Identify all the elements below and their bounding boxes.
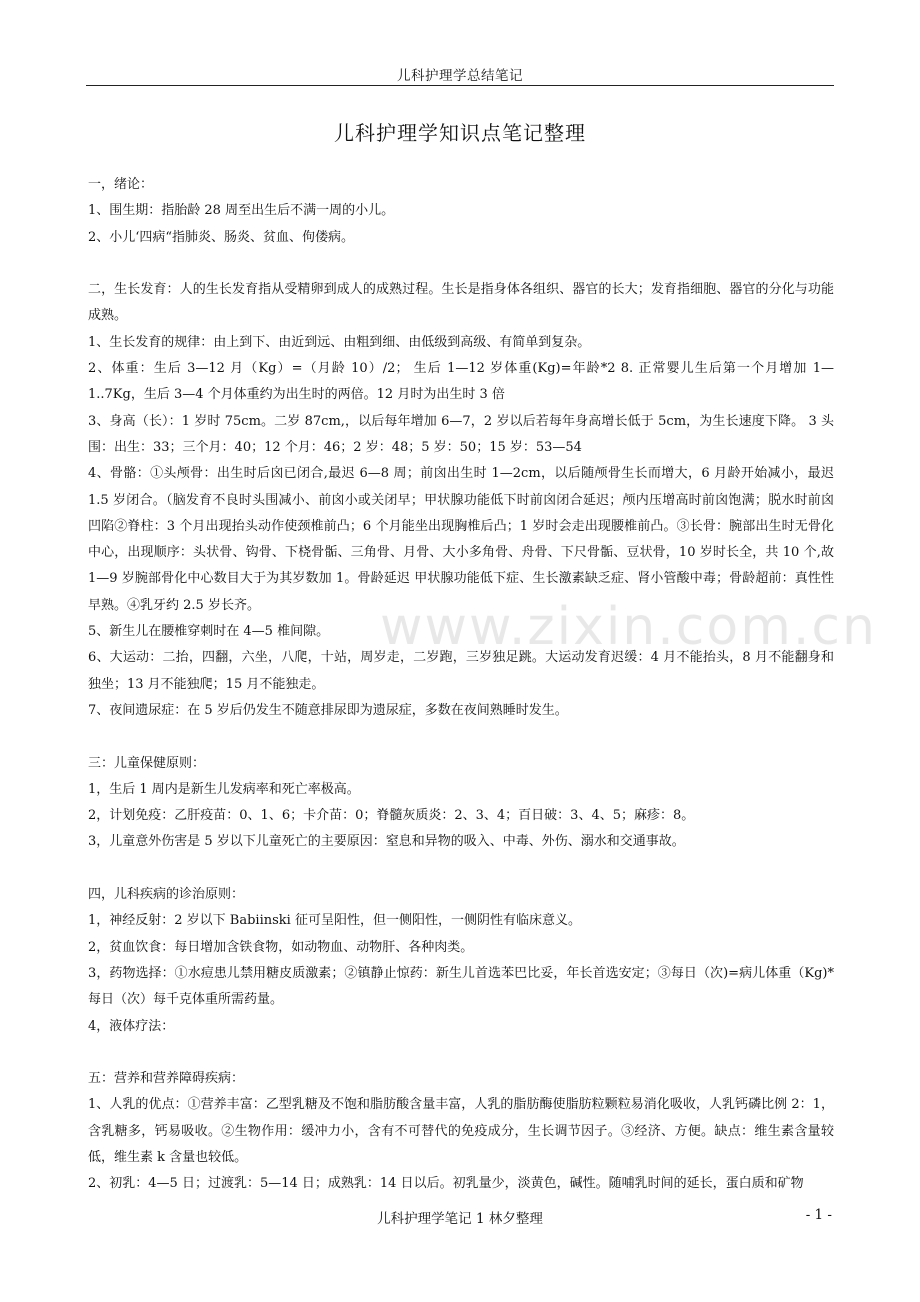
section-heading: 五：营养和营养障碍疾病： <box>88 1071 245 1087</box>
paragraph: 2，贫血饮食：每日增加含铁食物，如动物血、动物肝、各种肉类。 <box>88 939 474 955</box>
page-footer: 儿科护理学笔记 1 林夕整理 <box>377 1211 543 1227</box>
page-number: - 1 - <box>805 1207 832 1223</box>
header-rule <box>86 85 834 86</box>
paragraph: 7、夜间遗尿症：在 5 岁后仍发生不随意排尿即为遗尿症，多数在夜间熟睡时发生。 <box>88 702 568 718</box>
paragraph: 3，儿童意外伤害是 5 岁以下儿童死亡的主要原因：窒息和异物的吸入、中毒、外伤、溺水和交通事故。 <box>88 834 685 850</box>
paragraph: 6、大运动：二抬，四翻，六坐，八爬，十站，周岁走，二岁跑，三岁独足跳。大运动发育迟缓：4 月不能抬头，8 月不能翻身和独坐；13 月不能独爬；15 月不能独走。 <box>88 650 834 692</box>
section-spacer <box>88 251 834 277</box>
section-spacer <box>88 724 834 750</box>
paragraph: 1、人乳的优点：①营养丰富：乙型乳糖及不饱和脂肪酸含量丰富，人乳的脂肪酶使脂肪粒颗粒易消化吸收，人乳钙磷比例 2：1，含乳糖多，钙易吸收。②生物作用：缓冲力小，含有不可替代的免疫成分，生长调节因子。③经济、方便。缺点：维生素含量较低，维生素 k 含量也较低。 <box>88 1097 834 1165</box>
paragraph: 1、生长发育的规律：由上到下、由近到远、由粗到细、由低级到高级、有简单到复杂。 <box>88 334 591 350</box>
paragraph: 2，计划免疫：乙肝疫苗：0、1、6；卡介苗：0；脊髓灰质炎：2、3、4；百日破：3、4、5；麻疹：8。 <box>88 808 695 824</box>
paragraph: 1，生后 1 周内是新生儿发病率和死亡率极高。 <box>88 781 360 797</box>
paragraph: 5、新生儿在腰椎穿刺时在 4—5 椎间隙。 <box>88 624 330 640</box>
document-title: 儿科护理学知识点笔记整理 <box>334 121 586 145</box>
paragraph: 4，液体疗法： <box>88 1018 175 1034</box>
paragraph: 1，神经反射：2 岁以下 Babiinski 征可呈阳性，但一侧阳性，一侧阴性有临床意义。 <box>88 913 581 929</box>
section-heading: 四，儿科疾病的诊治原则： <box>88 887 245 903</box>
paragraph: 2、初乳：4—5 日；过渡乳：5—14 日；成熟乳：14 日以后。初乳量少，淡黄色，碱性。随哺乳时间的延长，蛋白质和矿物 <box>88 1176 804 1192</box>
section-spacer <box>88 856 834 882</box>
paragraph: 2、体重：生后 3—12 月（Kg）=（月龄 10）/2； 生后 1—12 岁体重(Kg)=年龄*2 8. 正常婴儿生后第一个月增加 1—1..7Kg，生后 3—4 个月体重约为出生时的两倍。12 月时为出生时 3 倍 <box>88 361 834 403</box>
page-header: 儿科护理学总结笔记 <box>397 68 523 84</box>
paragraph: 1、围生期：指胎龄 28 周至出生后不满一周的小儿。 <box>88 203 395 219</box>
paragraph: 4、骨骼：①头颅骨：出生时后囟已闭合,最迟 6—8 周；前囟出生时 1—2cm，以后随颅骨生长而增大，6 月龄开始减小，最迟 1.5 岁闭合。（脑发育不良时头围减小、前囟小或关闭早；甲状腺功能低下时前囟闭合延迟；颅内压增高时前囟饱满；脱水时前囟凹陷②脊柱：3 个月出现抬头动作使颈椎前凸；6 个月能坐出现胸椎后凸；1 岁时会走出现腰椎前凸。③长骨：腕部出生时无骨化中心，出现顺序：头状骨、钩骨、下桡骨骺、三角骨、月骨、大小多角骨、舟骨、下尺骨骺、豆状骨，10 岁时长全，共 10 个,故 1—9 岁腕部骨化中心数目大于为其岁数加 1。骨龄延迟 甲状腺功能低下症、生长激素缺乏症、肾小管酸中毒；骨龄超前：真性性早熟。④乳牙约 2.5 岁长齐。 <box>88 466 834 613</box>
watermark: www.zixin.com.cn <box>380 597 877 657</box>
section-heading: 二，生长发育：人的生长发育指从受精卵到成人的成熟过程。生长是指身体各组织、器官的长大；发育指细胞、器官的分化与功能成熟。 <box>88 282 834 324</box>
paragraph: 3，药物选择：①水痘患儿禁用糖皮质激素；②镇静止惊药：新生儿首选苯巴比妥，年长首选安定；③每日（次)=病儿体重（Kg)*每日（次）每千克体重所需药量。 <box>88 965 834 1008</box>
paragraph: 3、身高（长）：1 岁时 75cm。二岁 87cm,，以后每年增加 6—7，2 岁以后若每年身高增长低于 5cm，为生长速度下降。 3 头围：出生：33；三个月：40；12 个月：46；2 岁：48；5 岁：50；15 岁：53—54 <box>88 413 834 455</box>
document-body <box>88 172 834 1202</box>
paragraph: 2、小儿‘四病“指肺炎、肠炎、贫血、佝偻病。 <box>88 229 355 245</box>
section-spacer <box>88 1040 834 1066</box>
section-heading: 一，绪论： <box>88 177 154 192</box>
section-heading: 三：儿童保健原则： <box>88 755 206 771</box>
